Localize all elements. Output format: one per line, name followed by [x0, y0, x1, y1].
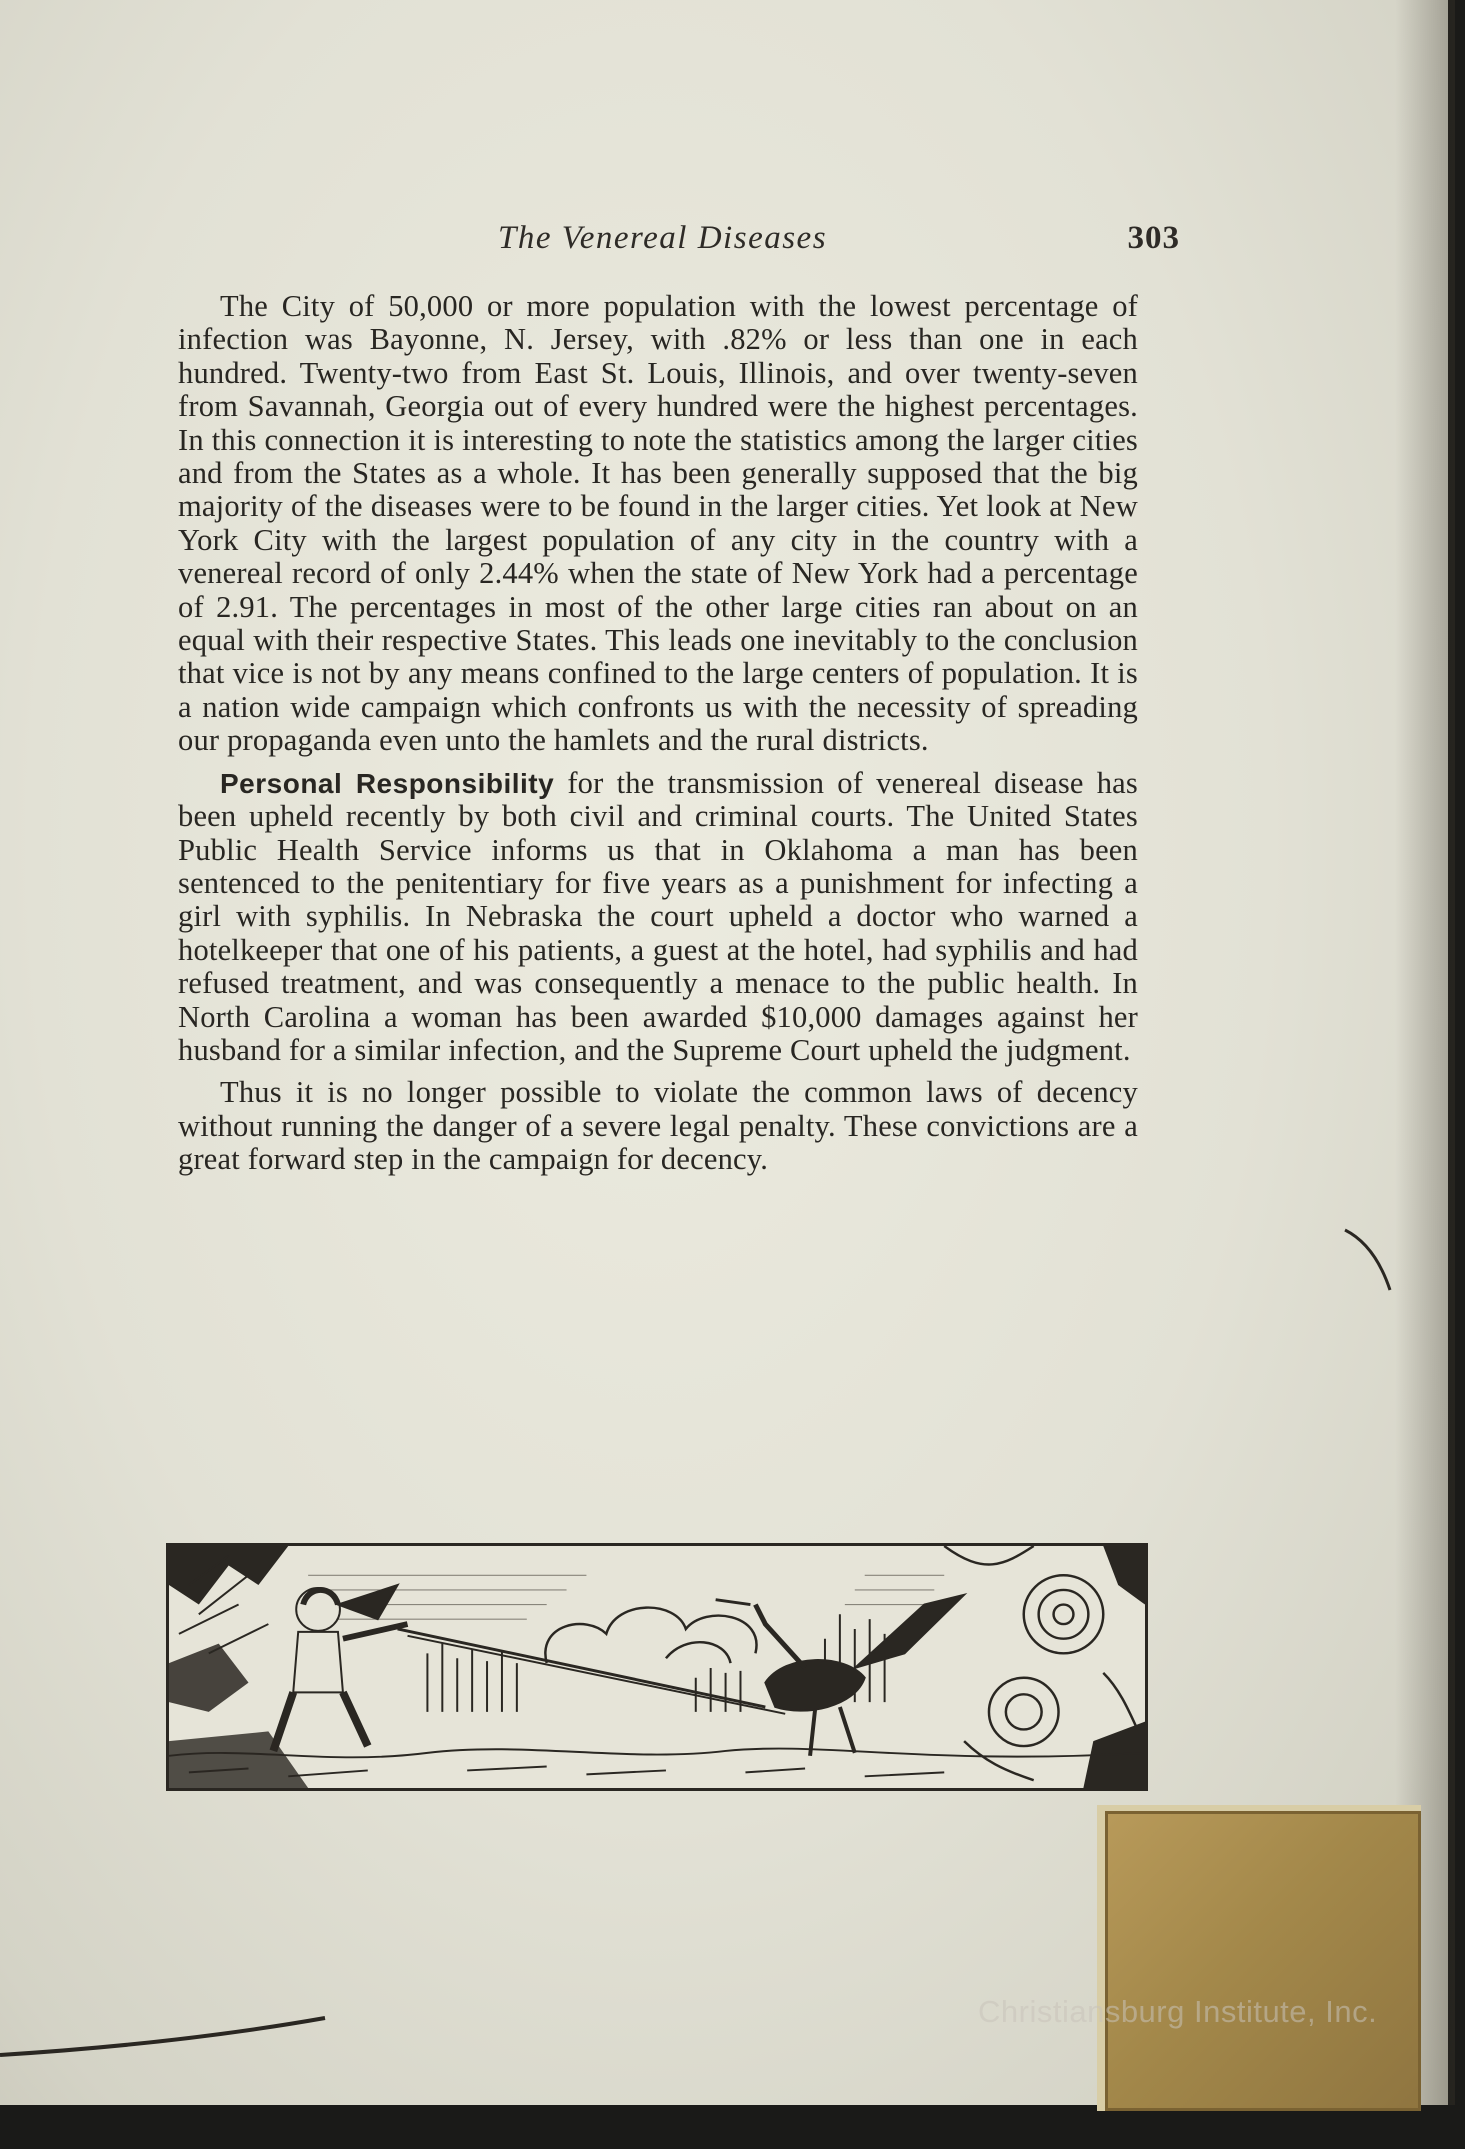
paragraph-personal-responsibility-text: for the transmission of venereal disease has been upheld recently by both civil and criminal courts. The United States Public Health Service informs us that in Oklahoma a man has been sentenced to the penitentiary for five years as a punishment for infecting a girl with syphilis. In Nebraska the court upheld a doctor who warned a hotelkeeper that one of his patients, a guest at the hotel, had syphilis and had refused treatment, and was consequently a menace to the public health. In North Carolina a woman has been awarded $10,000 damages against her husband for a similar infection, and the Supreme Court upheld the judgment.: [178, 765, 1138, 1067]
running-head-title: The Venereal Diseases: [498, 220, 828, 256]
page-curve-line-icon: [0, 2010, 330, 2060]
paragraph-city-statistics: The City of 50,000 or more population with the lowest percentage of infection was Bayonne, N. Jersey, with .82% or less than one in each hundred. Twenty-two from East St. Louis, Illinois, and over twenty-seven from Savannah, Georgia out of every hundred were the highest percentages. In this connection it is interesting to note the statistics among the larger cities and from the States as a whole. It has been generally supposed that the big majority of the diseases were to be found in the larger cities. Yet look at New York City with the largest population of any city in the country with a venereal record of only 2.44% when the state of New York had a percentage of 2.91. The percentages in most of the other large cities ran about on an equal with their respective States. This leads one inevitably to the conclusion that vice is not by any means confined to the large centers of population. It is a nation wide campaign which confronts us with the necessity of spreading our propaganda even unto the hamlets and the rural districts.: [178, 289, 1138, 758]
index-tab: [1097, 1805, 1421, 2111]
page-number: 303: [1127, 220, 1180, 256]
running-head: [178, 220, 1180, 270]
paragraph-conclusion: Thus it is no longer possible to violate the common laws of decency without running the danger of a severe legal penalty. These convictions are a great forward step in the campaign for decency.: [178, 1075, 1138, 1177]
paragraph-lead-in: Personal Responsibility: [220, 767, 555, 799]
pencil-mark-icon: [1340, 1220, 1400, 1300]
body-text: [178, 290, 1138, 1186]
cherub-and-bird-vignette-icon: [166, 1543, 1148, 1791]
watermark: Christiansburg Institute, Inc.: [978, 1994, 1378, 2029]
page-edge-shadow: [1395, 0, 1455, 2105]
paragraph-personal-responsibility: [178, 767, 1138, 1068]
